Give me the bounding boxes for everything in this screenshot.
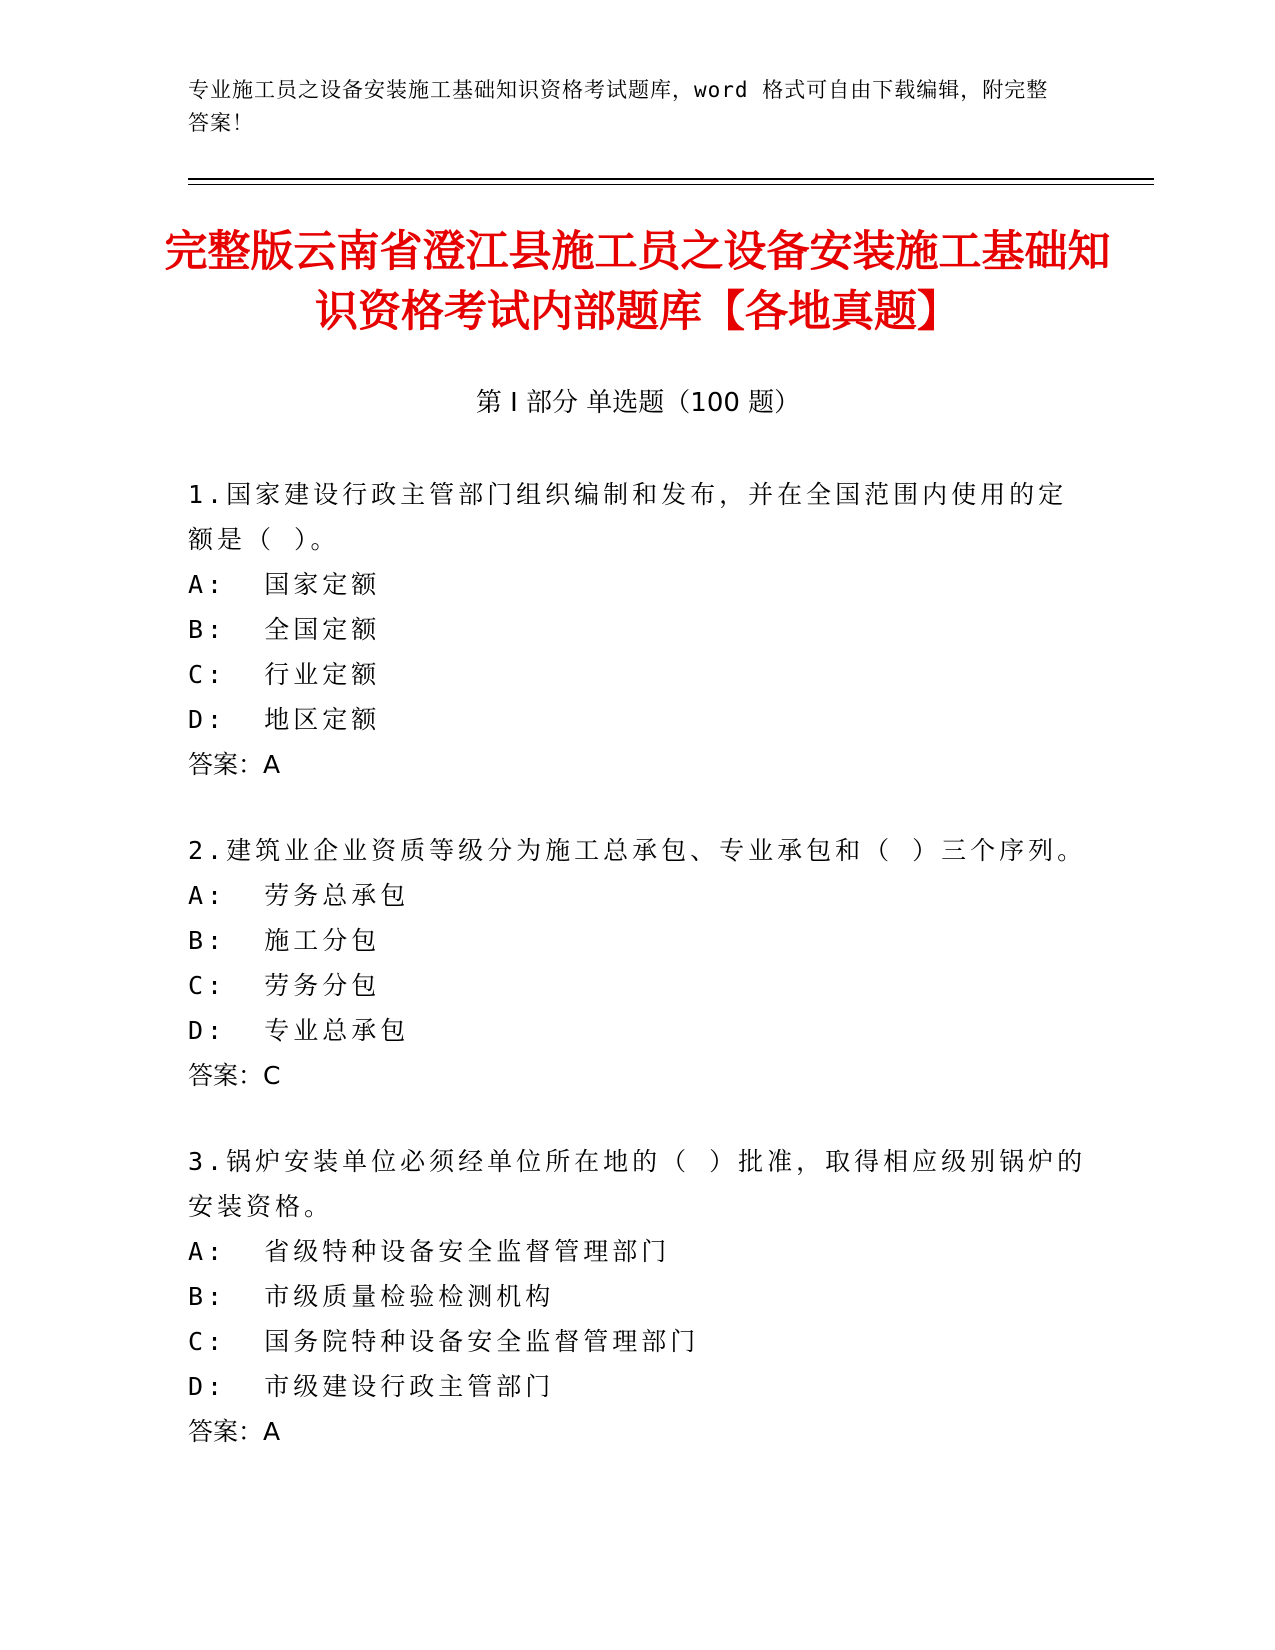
header-divider-thick [188,178,1154,180]
option-c: C: 行业定额 [188,660,381,689]
option-b: B: 市级质量检验检测机构 [188,1282,555,1311]
question-stem: 3.锅炉安装单位必须经单位所在地的（ ）批准，取得相应级别锅炉的安装资格。 [188,1147,1087,1221]
document-title: 完整版云南省澄江县施工员之设备安装施工基础知识资格考试内部题库【各地真题】 [164,227,1111,337]
header-note: 专业施工员之设备安装施工基础知识资格考试题库，word 格式可自由下载编辑，附完整答案！ [188,78,1049,135]
question-stem: 2.建筑业企业资质等级分为施工总承包、专业承包和（ ）三个序列。 [188,836,1087,865]
answer: 答案：A [188,1417,281,1446]
option-b: B: 施工分包 [188,926,381,955]
option-a: A: 省级特种设备安全监督管理部门 [188,1237,671,1266]
question-stem: 1.国家建设行政主管部门组织编制和发布，并在全国范围内使用的定额是（ ）。 [188,480,1068,554]
option-c: C: 国务院特种设备安全监督管理部门 [188,1327,700,1356]
question-3 [188,1139,1088,1454]
section-title: 第 I 部分 单选题（100 题） [475,388,801,418]
option-d: D: 市级建设行政主管部门 [188,1372,555,1401]
option-d: D: 地区定额 [188,705,381,734]
question-list [188,472,1088,1495]
answer: 答案：A [188,750,281,779]
option-b: B: 全国定额 [188,615,381,644]
option-a: A: 劳务总承包 [188,881,410,910]
answer: 答案：C [188,1061,281,1090]
header-divider-thin [188,184,1154,185]
question-2 [188,828,1088,1098]
option-d: D: 专业总承包 [188,1016,410,1045]
question-1 [188,472,1088,787]
option-c: C: 劳务分包 [188,971,381,1000]
option-a: A: 国家定额 [188,570,381,599]
